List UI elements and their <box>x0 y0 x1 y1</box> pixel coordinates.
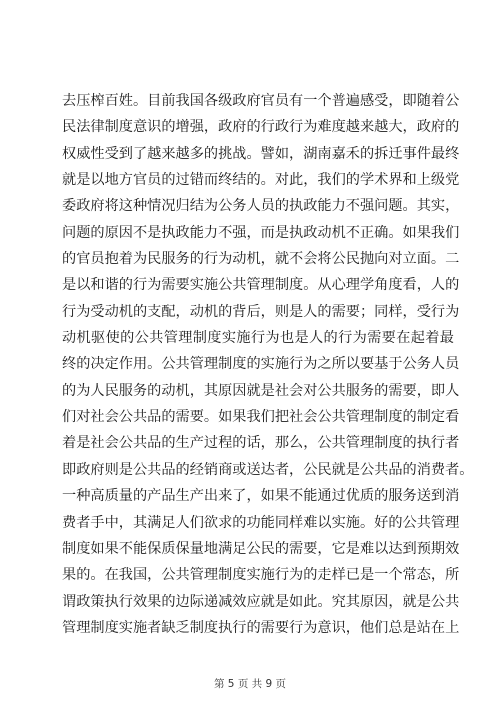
text-line-6: 问题的原因不是执政能力不强，而是执政动机不正确。如果我们 <box>62 224 460 241</box>
text-line-4: 就是以地方官员的过错而终结的。对此，我们的学术界和上级党 <box>62 172 460 189</box>
text-line-1: 去压榨百姓。目前我国各级政府官员有一个普遍感受，即随着公 <box>62 93 460 109</box>
text-line-3: 权威性受到了越来越多的挑战。譬如，湖南嘉禾的拆迁事件最终 <box>62 145 460 162</box>
text-line-11: 终的决定作用。公共管理制度的实施行为之所以要基于公务人员 <box>62 356 460 373</box>
body-text <box>62 88 474 641</box>
text-line-9: 行为受动机的支配，动机的背后，则是人的需要；同样，受行为 <box>62 303 460 320</box>
text-line-16: 一种高质量的产品生产出来了，如果不能通过优质的服务送到消 <box>62 488 460 505</box>
text-line-10: 动机驱使的公共管理制度实施行为也是人的行为需要在起着最 <box>62 330 454 347</box>
page-number-footer: 第 5 页 共 9 页 <box>213 678 287 690</box>
text-line-13: 们对社会公共品的需要。如果我们把社会公共管理制度的制定看 <box>62 409 460 426</box>
text-line-21: 管理制度实施者缺乏制度执行的需要行为意识，他们总是站在上 <box>62 619 460 636</box>
text-line-8: 是以和谐的行为需要实施公共管理制度。从心理学角度看，人的 <box>62 277 460 294</box>
text-line-18: 制度如果不能保质保量地满足公民的需要，它是难以达到预期效 <box>62 540 460 557</box>
text-line-14: 着是社会公共品的生产过程的话，那么，公共管理制度的执行者 <box>62 435 460 452</box>
text-line-17: 费者手中，其满足人们欲求的功能同样难以实施。好的公共管理 <box>62 514 460 531</box>
text-line-20: 谓政策执行效果的边际递减效应就是如此。究其原因，就是公共 <box>62 593 460 610</box>
text-line-12: 的为人民服务的动机，其原因就是社会对公共服务的需要，即人 <box>62 382 460 399</box>
text-line-15: 即政府则是公共品的经销商或送达者，公民就是公共品的消费者。 <box>62 461 474 478</box>
text-line-19: 果的。在我国，公共管理制度实施行为的走样已是一个常态，所 <box>62 567 460 584</box>
text-line-2: 民法律制度意识的增强，政府的行政行为难度越来越大，政府的 <box>62 119 460 136</box>
text-line-7: 的官员抱着为民服务的行为动机，就不会将公民抛向对立面。二 <box>62 251 460 268</box>
text-line-5: 委政府将这种情况归结为公务人员的执政能力不强问题。其实， <box>62 198 460 215</box>
